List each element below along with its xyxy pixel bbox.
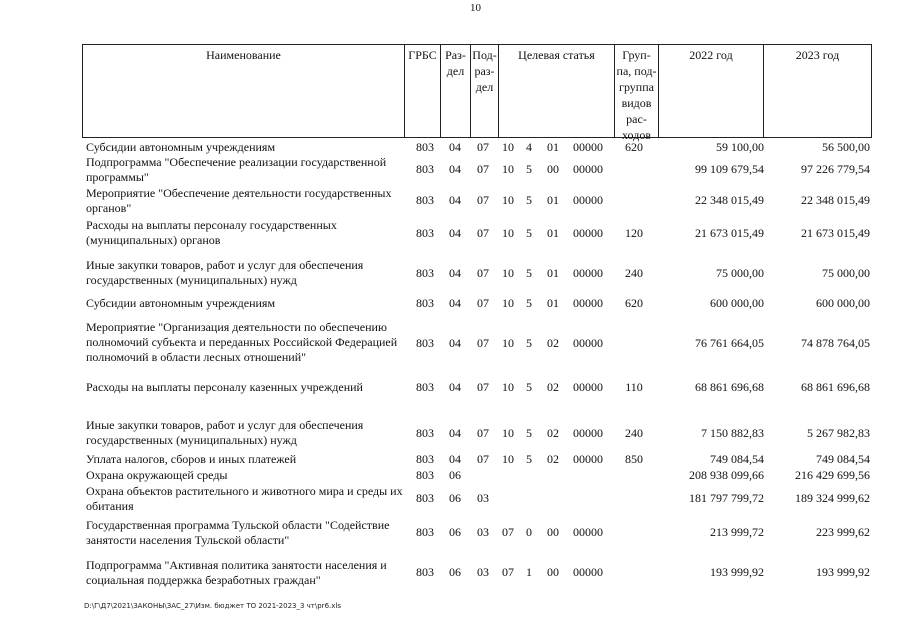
cell-cs4: 00000 (573, 266, 603, 280)
cell-grbs: 803 (416, 565, 434, 579)
cell-y22: 68 861 696,68 (695, 380, 764, 394)
cell-cs1: 10 (502, 296, 514, 310)
cell-razd: 04 (449, 452, 461, 466)
row-name: Расходы на выплаты персоналу государственных (муниципальных) органов (86, 218, 337, 247)
header-2022: 2022 год (658, 44, 763, 138)
cell-grbs: 803 (416, 296, 434, 310)
header-2023: 2023 год (763, 44, 872, 138)
cell-podr: 07 (477, 226, 489, 240)
cell-cs1: 10 (502, 336, 514, 350)
cell-vr: 240 (625, 266, 643, 280)
header-target-article: Целевая статья (498, 44, 614, 138)
cell-podr: 07 (477, 336, 489, 350)
cell-cs3: 01 (547, 140, 559, 154)
cell-cs3: 01 (547, 193, 559, 207)
cell-y23: 74 878 764,05 (801, 336, 870, 350)
cell-grbs: 803 (416, 426, 434, 440)
cell-cs4: 00000 (573, 296, 603, 310)
cell-cs1: 10 (502, 266, 514, 280)
row-name: Иные закупки товаров, работ и услуг для обеспечения государственных (муниципальных) нужд (86, 258, 364, 287)
cell-cs1: 10 (502, 380, 514, 394)
cell-grbs: 803 (416, 140, 434, 154)
cell-cs3: 00 (547, 162, 559, 176)
cell-cs4: 00000 (573, 140, 603, 154)
cell-y22: 213 999,72 (710, 525, 764, 539)
cell-vr: 120 (625, 226, 643, 240)
cell-cs3: 01 (547, 296, 559, 310)
cell-cs2: 5 (526, 336, 532, 350)
cell-y23: 5 267 982,83 (807, 426, 870, 440)
header-podrazdel: Под- раз- дел (470, 44, 498, 138)
cell-cs1: 07 (502, 565, 514, 579)
cell-razd: 04 (449, 296, 461, 310)
cell-y23: 193 999,92 (816, 565, 870, 579)
table-row (82, 258, 872, 290)
cell-vr: 850 (625, 452, 643, 466)
cell-razd: 06 (449, 468, 461, 482)
row-name: Подпрограмма "Обеспечение реализации государственной программы" (86, 155, 387, 184)
cell-cs4: 00000 (573, 525, 603, 539)
cell-cs4: 00000 (573, 226, 603, 240)
cell-cs2: 5 (526, 193, 532, 207)
cell-grbs: 803 (416, 491, 434, 505)
table-row (82, 296, 872, 312)
cell-razd: 04 (449, 336, 461, 350)
cell-razd: 04 (449, 266, 461, 280)
cell-cs2: 5 (526, 226, 532, 240)
cell-podr: 07 (477, 426, 489, 440)
cell-y22: 7 150 882,83 (701, 426, 764, 440)
row-name: Мероприятие "Обеспечение деятельности государственных органов" (86, 186, 392, 215)
table-row (82, 418, 872, 450)
cell-cs3: 02 (547, 426, 559, 440)
cell-y23: 22 348 015,49 (801, 193, 870, 207)
cell-podr: 07 (477, 452, 489, 466)
cell-y23: 75 000,00 (822, 266, 870, 280)
cell-y23: 600 000,00 (816, 296, 870, 310)
cell-cs1: 10 (502, 162, 514, 176)
header-expense-group: Груп- па, под- группа видов рас- ходов (614, 44, 658, 138)
cell-cs3: 02 (547, 380, 559, 394)
cell-razd: 04 (449, 426, 461, 440)
cell-podr: 07 (477, 193, 489, 207)
row-name: Субсидии автономным учреждениям (86, 140, 276, 154)
row-name: Охрана окружающей среды (86, 468, 228, 482)
row-name: Охрана объектов растительного и животного мира и среды их обитания (86, 484, 403, 513)
cell-cs2: 0 (526, 525, 532, 539)
cell-y23: 97 226 779,54 (801, 162, 870, 176)
cell-cs2: 5 (526, 380, 532, 394)
row-name: Уплата налогов, сборов и иных платежей (86, 452, 297, 466)
row-name: Государственная программа Тульской области "Содействие занятости населения Тульской области" (86, 518, 390, 547)
cell-cs3: 00 (547, 565, 559, 579)
cell-cs1: 10 (502, 140, 514, 154)
cell-podr: 03 (477, 491, 489, 505)
table-row (82, 452, 872, 466)
table-row (82, 518, 872, 548)
cell-grbs: 803 (416, 266, 434, 280)
cell-cs3: 02 (547, 336, 559, 350)
header-name: Наименование (82, 44, 404, 138)
cell-cs4: 00000 (573, 426, 603, 440)
cell-y22: 193 999,92 (710, 565, 764, 579)
cell-cs1: 10 (502, 452, 514, 466)
cell-y23: 189 324 999,62 (795, 491, 870, 505)
cell-vr: 240 (625, 426, 643, 440)
cell-cs4: 00000 (573, 162, 603, 176)
cell-y22: 59 100,00 (716, 140, 764, 154)
cell-podr: 07 (477, 140, 489, 154)
cell-podr: 03 (477, 525, 489, 539)
table-row (82, 186, 872, 216)
table-row (82, 380, 872, 396)
cell-y22: 22 348 015,49 (695, 193, 764, 207)
header-razdel: Раз- дел (440, 44, 470, 138)
table-row (82, 218, 872, 250)
cell-y22: 76 761 664,05 (695, 336, 764, 350)
cell-razd: 04 (449, 380, 461, 394)
cell-grbs: 803 (416, 226, 434, 240)
row-name: Расходы на выплаты персоналу казенных учреждений (86, 380, 363, 394)
cell-cs2: 1 (526, 565, 532, 579)
cell-cs4: 00000 (573, 565, 603, 579)
cell-y22: 99 109 679,54 (695, 162, 764, 176)
cell-podr: 07 (477, 266, 489, 280)
cell-podr: 07 (477, 296, 489, 310)
cell-cs1: 10 (502, 226, 514, 240)
cell-razd: 04 (449, 226, 461, 240)
cell-podr: 07 (477, 380, 489, 394)
row-name: Мероприятие "Организация деятельности по обеспечению полномочий субъекта и переданных Российской Федерацией полномочий в области лесных отношений" (86, 320, 398, 364)
cell-cs3: 00 (547, 525, 559, 539)
cell-razd: 06 (449, 491, 461, 505)
cell-cs2: 5 (526, 162, 532, 176)
cell-grbs: 803 (416, 380, 434, 394)
cell-cs4: 00000 (573, 193, 603, 207)
cell-cs2: 5 (526, 452, 532, 466)
table-row (82, 468, 872, 482)
cell-cs2: 4 (526, 140, 532, 154)
table-row (82, 140, 872, 154)
cell-y23: 56 500,00 (822, 140, 870, 154)
table-header (82, 44, 872, 142)
table-row (82, 484, 872, 514)
cell-razd: 06 (449, 565, 461, 579)
cell-grbs: 803 (416, 525, 434, 539)
cell-cs3: 02 (547, 452, 559, 466)
cell-cs2: 5 (526, 266, 532, 280)
table-row (82, 155, 872, 185)
cell-y22: 181 797 799,72 (689, 491, 764, 505)
cell-cs3: 01 (547, 266, 559, 280)
row-name: Субсидии автономным учреждениям (86, 296, 276, 310)
cell-y23: 216 429 699,56 (795, 468, 870, 482)
cell-grbs: 803 (416, 193, 434, 207)
cell-y23: 749 084,54 (816, 452, 870, 466)
cell-cs1: 07 (502, 525, 514, 539)
cell-y22: 600 000,00 (710, 296, 764, 310)
cell-y23: 223 999,62 (816, 525, 870, 539)
cell-y22: 208 938 099,66 (689, 468, 764, 482)
cell-y23: 68 861 696,68 (801, 380, 870, 394)
cell-vr: 110 (625, 380, 643, 394)
cell-razd: 04 (449, 140, 461, 154)
cell-cs2: 5 (526, 426, 532, 440)
cell-y22: 75 000,00 (716, 266, 764, 280)
cell-razd: 06 (449, 525, 461, 539)
cell-cs4: 00000 (573, 452, 603, 466)
page-number: 10 (470, 2, 481, 14)
cell-cs2: 5 (526, 296, 532, 310)
cell-grbs: 803 (416, 468, 434, 482)
header-grbs: ГРБС (404, 44, 440, 138)
cell-razd: 04 (449, 193, 461, 207)
cell-podr: 03 (477, 565, 489, 579)
cell-vr: 620 (625, 296, 643, 310)
cell-y22: 749 084,54 (710, 452, 764, 466)
cell-y22: 21 673 015,49 (695, 226, 764, 240)
cell-grbs: 803 (416, 162, 434, 176)
footer-file-path: D:\Г\Д7\2021\ЗАКОНЫ\ЗАС_27\Изм. бюджет ТО 2021-2023_3 чт\pr6.xls (84, 602, 341, 610)
table-row (82, 558, 872, 588)
cell-grbs: 803 (416, 336, 434, 350)
cell-cs3: 01 (547, 226, 559, 240)
cell-y23: 21 673 015,49 (801, 226, 870, 240)
cell-cs4: 00000 (573, 380, 603, 394)
row-name: Иные закупки товаров, работ и услуг для обеспечения государственных (муниципальных) нужд (86, 418, 364, 447)
row-name: Подпрограмма "Активная политика занятости населения и социальная поддержка безработных граждан" (86, 558, 387, 587)
table-row (82, 320, 872, 368)
cell-cs1: 10 (502, 426, 514, 440)
cell-cs4: 00000 (573, 336, 603, 350)
cell-cs1: 10 (502, 193, 514, 207)
cell-podr: 07 (477, 162, 489, 176)
cell-razd: 04 (449, 162, 461, 176)
cell-grbs: 803 (416, 452, 434, 466)
cell-vr: 620 (625, 140, 643, 154)
